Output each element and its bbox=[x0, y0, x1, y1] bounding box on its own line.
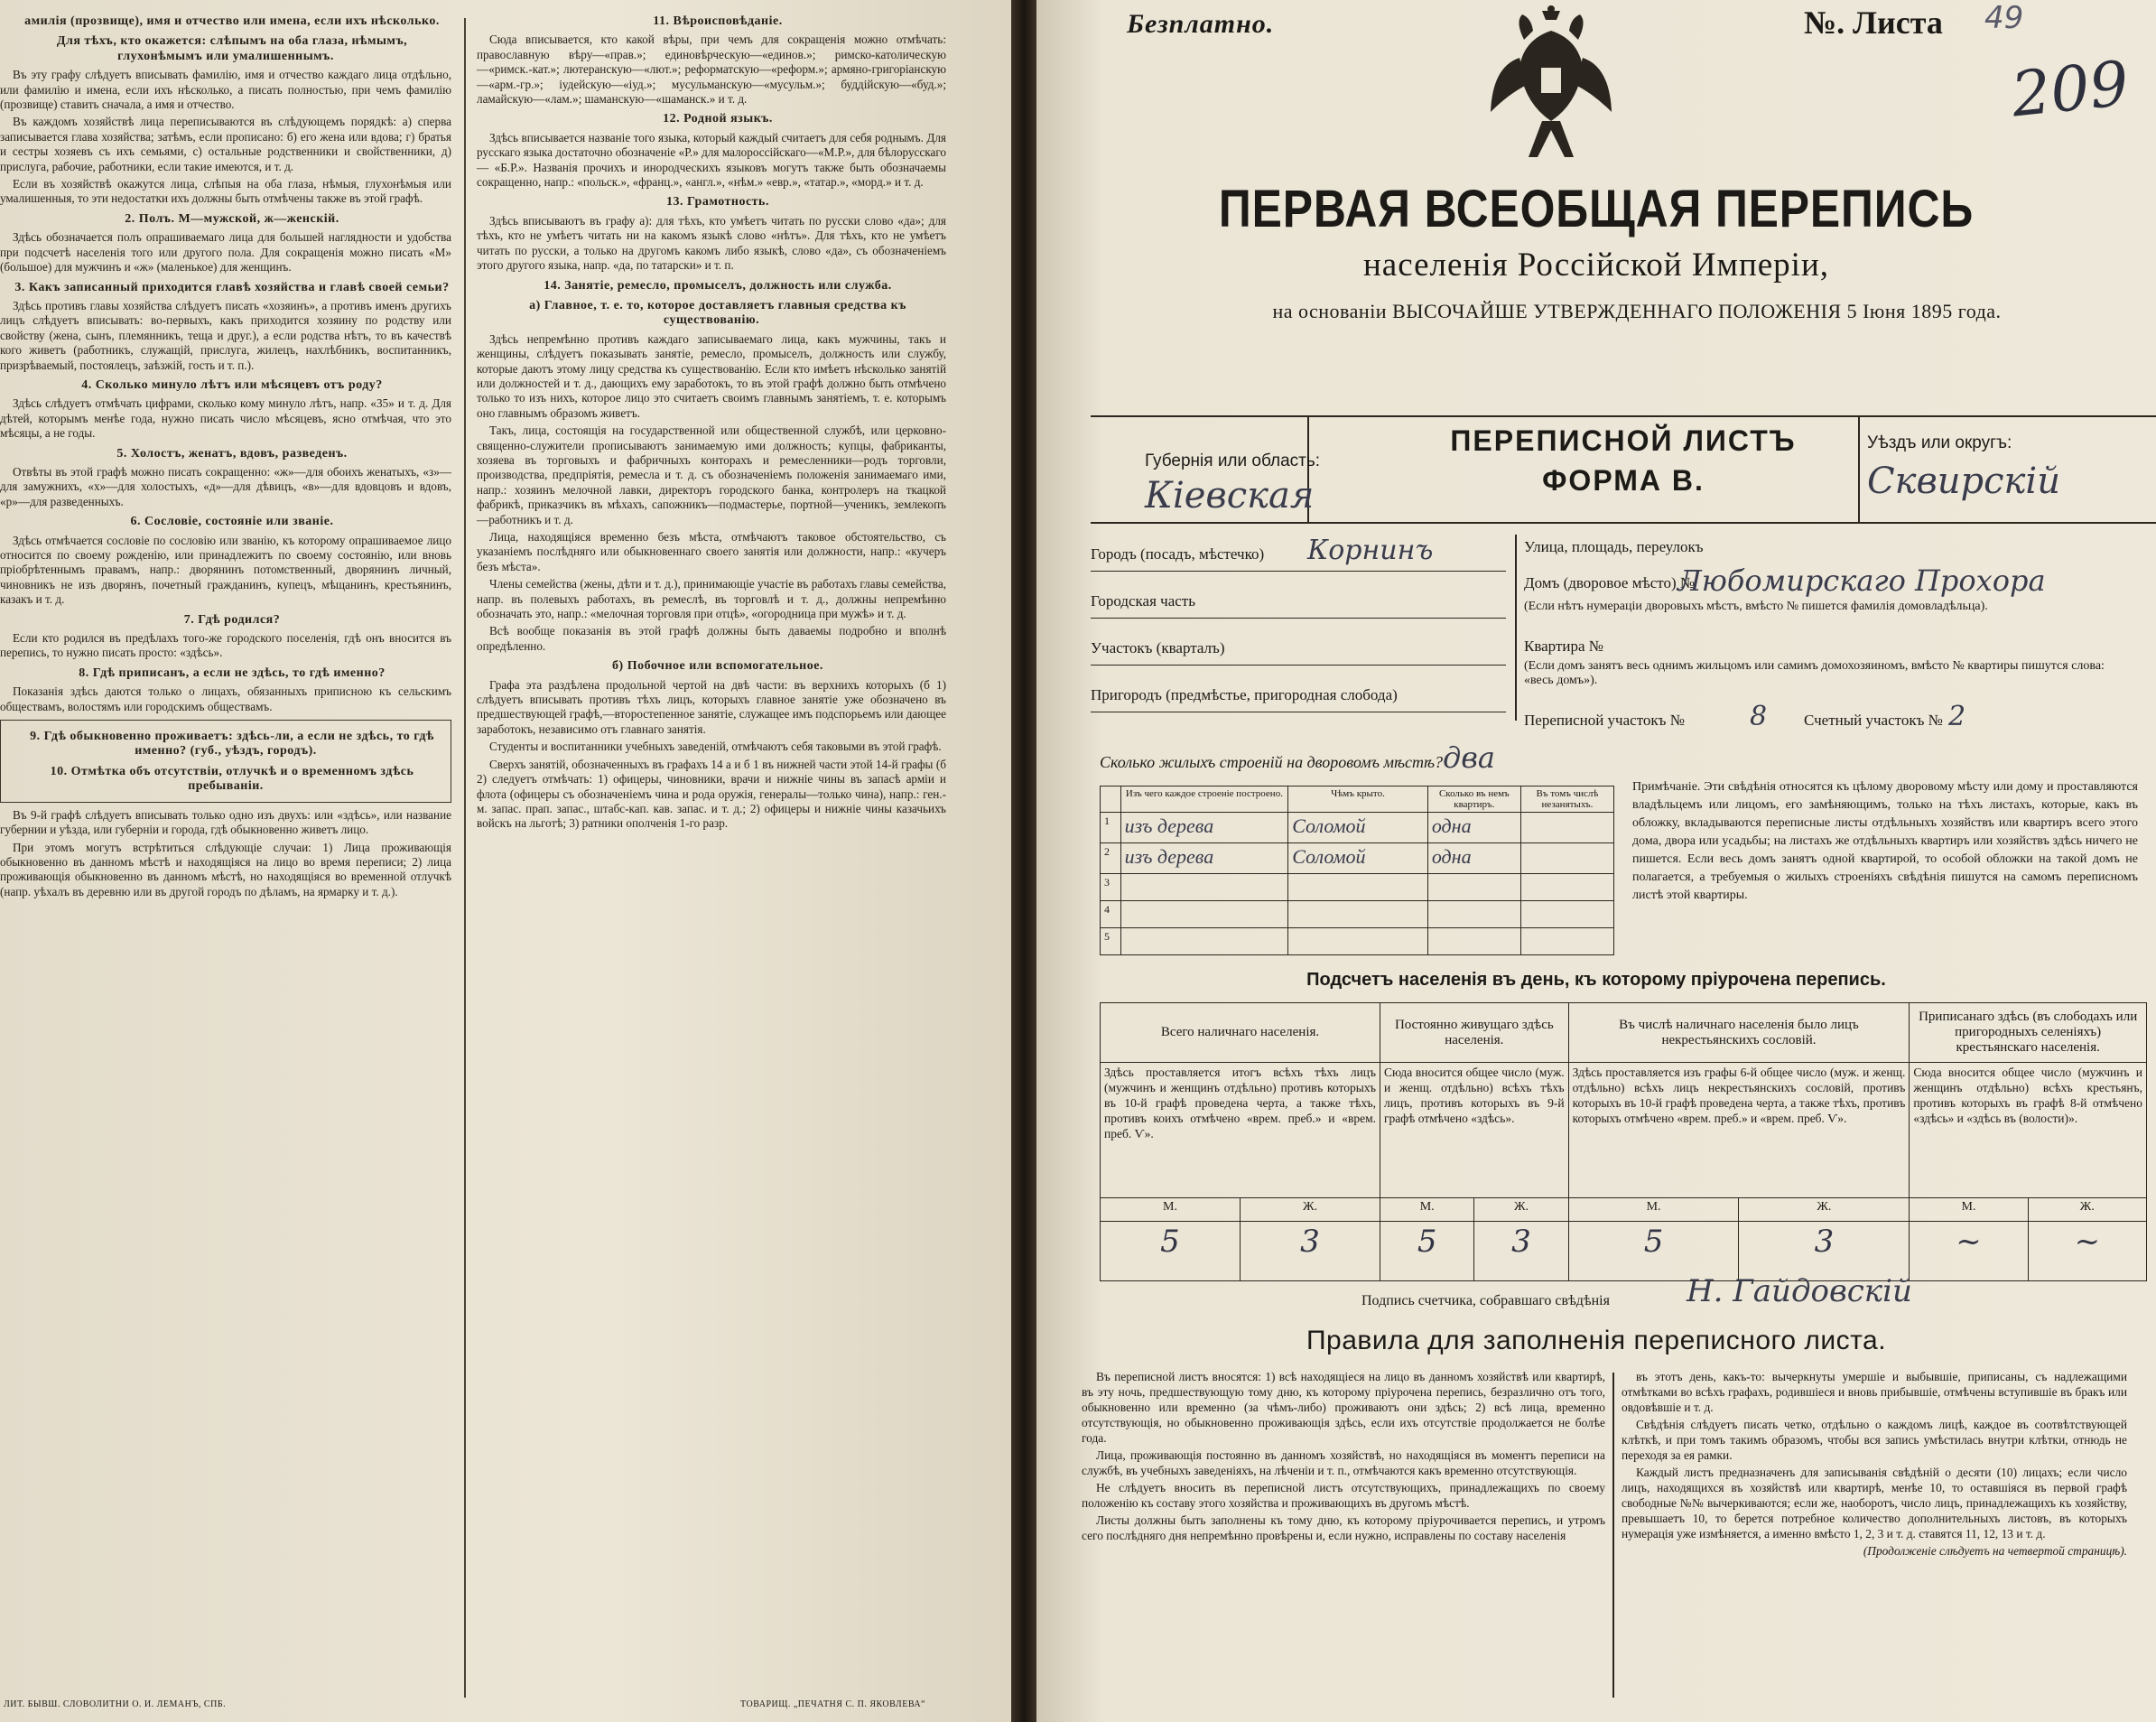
column-description: Сюда вносится общее число (муж. и женщ. отдѣльно) всѣхъ тѣхъ лицъ, противъ которыхъ въ 9-й графѣ отмѣчено «здѣсь». bbox=[1380, 1063, 1569, 1198]
female-label: Ж. bbox=[1739, 1198, 1910, 1222]
archive-page-number: 209 bbox=[2008, 48, 2133, 132]
column-divider bbox=[1612, 1373, 1614, 1698]
instruction-text: Всѣ вообще показанія въ этой графѣ должны быть даваемы подробно и вполнѣ опредѣленно. bbox=[477, 624, 946, 653]
table-row bbox=[1101, 874, 1614, 901]
apartment-note: (Если домъ занятъ весь однимъ жильцомъ или самимъ домохозяиномъ, вмѣсто № квартиры пишутся слова: «весь домъ»). bbox=[1524, 659, 2105, 687]
column-header: Всего наличнаго населенія. bbox=[1101, 1003, 1380, 1063]
column-description: Сюда вносится общее число (мужчинъ и женщинъ отдѣльно) всѣхъ крестьянъ, противъ которыхъ въ графѣ 8-й отмѣчено «здѣсь» и «здѣсь въ (волости)». bbox=[1910, 1063, 2147, 1198]
vacant-cell[interactable] bbox=[1520, 813, 1613, 843]
female-count[interactable]: 3 bbox=[1240, 1222, 1380, 1281]
male-count[interactable]: 5 bbox=[1568, 1222, 1739, 1281]
column-header: Въ числѣ наличнаго населенія было лицъ некрестьянскихъ сословій. bbox=[1568, 1003, 1910, 1063]
rules-title: Правила для заполненія переписного листа. bbox=[1306, 1326, 1887, 1355]
female-label: Ж. bbox=[2028, 1198, 2146, 1222]
gubernia-label: Губернія или область: bbox=[1145, 451, 1321, 470]
apartments-cell[interactable] bbox=[1427, 928, 1520, 955]
underline bbox=[1091, 571, 1506, 572]
buildings-table bbox=[1100, 786, 1614, 955]
enumerator-signature[interactable]: Н. Гайдовскій bbox=[1687, 1273, 1912, 1309]
instruction-text: Отвѣты въ этой графѣ можно писать сокращенно: «ж»—для обоихъ женатыхъ, «з»—для замужнихъ, «х»—для холостыхъ, «д»—для дѣвицъ, «в»—для вдовцовъ и вдовъ, «р»—для разведенныхъ. bbox=[0, 464, 451, 508]
census-title: ПЕРВАЯ ВСЕОБЩАЯ ПЕРЕПИСЬ bbox=[1218, 180, 1975, 238]
column-header: Чѣмъ крыто. bbox=[1288, 787, 1428, 813]
material-cell[interactable] bbox=[1120, 874, 1288, 901]
instruction-text: Здѣсь отмѣчается сословіе по сословію или званію, къ которому опрашиваемое лицо относится по своему рожденію, или принадлежитъ по своему состоянію, или вновь пріобрѣтеннымъ правамъ, напр.: дворянинъ потомственный, дворянинъ личный, чиновникъ не изъ дворянъ, почетный гражданинъ, купецъ, мѣщанинъ, крестьянинъ, казакъ и т. д. bbox=[0, 533, 451, 607]
instruction-heading: 3. Какъ записанный приходится главѣ хозяйства и главѣ своей семьи? bbox=[14, 280, 450, 294]
vacant-cell[interactable] bbox=[1520, 901, 1613, 928]
roof-cell[interactable] bbox=[1288, 901, 1428, 928]
roof-cell[interactable]: Соломой bbox=[1288, 813, 1428, 843]
apartment-label: Квартира № bbox=[1524, 638, 1604, 655]
city-part-label: Городская часть bbox=[1091, 592, 1195, 610]
male-label: М. bbox=[1101, 1198, 1241, 1222]
column-divider bbox=[464, 18, 466, 1698]
instruction-text: Въ каждомъ хозяйствѣ лица переписываются въ слѣдующемъ порядкѣ: а) сперва записывается глава хозяйства; затѣмъ, если прописано: б) его жена или вдова; г) братья и сестры хозяевъ съ ихъ семьями, с) остальные родственники и свойственники, д) прислуга, рабочие, работники, если такие имеются, и т. д. bbox=[0, 115, 451, 173]
male-label: М. bbox=[1910, 1198, 2028, 1222]
column-header: Въ томъ числѣ незанятыхъ. bbox=[1520, 787, 1613, 813]
column-description: Здѣсь проставляется итогъ всѣхъ тѣхъ лицъ (мужчинъ и женщинъ отдѣльно) противъ которыхъ въ 10-й графѣ проведена черта, а также тѣхъ, противъ коихъ отмѣчено «врем. преб.» и «врем. преб. Ѵ». bbox=[1101, 1063, 1380, 1198]
instruction-text: Показанія здѣсь даются только о лицахъ, обязанныхъ приписною къ сельскимъ обществамъ, волостямъ или городскимъ обществамъ. bbox=[0, 684, 451, 713]
boxed-column-note bbox=[0, 720, 451, 803]
table-row bbox=[1101, 1198, 2147, 1222]
population-count-title: Подсчетъ населенія въ день, къ которому пріурочена перепись. bbox=[1306, 970, 1886, 990]
buildings-question: Сколько жилыхъ строеній на дворовомъ мѣстѣ? bbox=[1100, 753, 1443, 771]
female-count[interactable]: ~ bbox=[2028, 1222, 2146, 1281]
sheet-number-value: 49 bbox=[1984, 0, 2024, 36]
form-title bbox=[1371, 421, 1876, 500]
instruction-text: Графа эта раздѣлена продольной чертой на двѣ части: въ верхнихъ которыхъ (б 1) слѣдуетъ вписывать противъ тѣхъ лицъ, которыхъ главное занятіе уже обозначено въ предшествующей графѣ,—второстепенное занятіе, служащее имъ подспорьемъ или дающее заработокъ, независимо отъ главнаго занятія. bbox=[477, 677, 946, 736]
table-header-row bbox=[1101, 787, 1614, 813]
row-number: 4 bbox=[1101, 901, 1121, 928]
book-spine bbox=[1011, 0, 1036, 1722]
town-value[interactable]: Корнинъ bbox=[1307, 535, 1434, 566]
row-number: 1 bbox=[1101, 813, 1121, 843]
instruction-heading: 5. Холостъ, женатъ, вдовъ, разведенъ. bbox=[116, 446, 348, 461]
instruction-text: Здѣсь вписывается названіе того языка, который каждый считаетъ для себя роднымъ. Для русскаго языка достаточно обозначеніе «Р.» для малороссійскаго—«М.Р.», для бѣлорусскаго — «Б.Р.». Названія прочихъ и инородческихъ языковъ могутъ также быть обозначаемы сокращенно, напр.: «польск.», «франц.», «англ.», «нѣм.» «евр.», «татар.», «морд.» и т. д. bbox=[477, 130, 946, 190]
instruction-heading: 6. Сословіе, состояніе или званіе. bbox=[130, 515, 334, 529]
uezd-label: Уѣздъ или округъ: bbox=[1867, 433, 2012, 452]
table-row bbox=[1101, 813, 1614, 843]
instruction-text: Здѣсь противъ главы хозяйства слѣдуетъ писать «хозяинъ», а противъ именъ другихъ лицъ слѣдуетъ вписывать: во-первыхъ, какъ приходится хозяину по родству или свойству (жена, сынъ, племянникъ, теща и друг.), а если родства нѣтъ, то въ качествѣ кого живетъ (работникъ, служащій, прислуга, жилецъ, нахлѣбникъ, воспитанникъ, призрѣваемый, постоялецъ, заѣзжій, гость и т. п.). bbox=[0, 298, 451, 372]
instruction-heading: 14. Занятіе, ремесло, промыселъ, должность или служба. bbox=[544, 278, 892, 293]
instruction-heading: 13. Грамотность. bbox=[666, 195, 769, 209]
rule-paragraph: Въ переписной листъ вносятся: 1) всѣ находящіеся на лицо въ данномъ хозяйствѣ или квартирѣ, въ эту ночь, предшествующую тому дню, къ которому пріурочена перепись, безразлично отъ того, обыкновенно или временно (за чѣмъ-либо) проживаютъ они здѣсь; 2) всѣ лица, временно отсутствующія, но обыкновенно проживающія здѣсь, если ихъ отсутствіе продолжается не болѣе года. bbox=[1082, 1370, 1605, 1445]
column-header: Изъ чего каждое строеніе построено. bbox=[1120, 787, 1288, 813]
table-row bbox=[1101, 901, 1614, 928]
material-cell[interactable]: изъ дерева bbox=[1120, 813, 1288, 843]
male-count[interactable]: 5 bbox=[1101, 1222, 1241, 1281]
free-label: Безплатно. bbox=[1127, 9, 1275, 39]
table-row bbox=[1101, 1222, 2147, 1281]
instruction-text: Члены семейства (жены, дѣти и т. д.), принимающіе участіе въ работахъ главы семейства, напр. въ полевыхъ работахъ, въ ремеслѣ, въ торговлѣ и т. д., должны непремѣнно обозначать это, напр.: «мелочная торговля при отцѣ», «огородница при мужѣ» и т. д. bbox=[477, 577, 946, 621]
instruction-heading: Для тѣхъ, кто окажется: слѣпымъ на оба глаза, нѣмымъ, глухонѣмымъ или умалишеннымъ. bbox=[56, 34, 408, 63]
form-title-line: ФОРМА В. bbox=[1542, 464, 1705, 497]
district-label: Участокъ (кварталъ) bbox=[1091, 639, 1225, 656]
column-header: Приписанаго здѣсь (въ слободахъ или пригородныхъ селеніяхъ) крестьянскаго населенія. bbox=[1910, 1003, 2147, 1063]
sheet-number-label: №. Листа bbox=[1804, 5, 1943, 41]
house-note: (Если нѣтъ нумераціи дворовыхъ мѣстъ, вмѣсто № пишется фамилія домовладѣльца). bbox=[1524, 600, 1988, 613]
census-form-page bbox=[1036, 0, 2156, 1722]
double-headed-eagle-icon bbox=[1488, 4, 1614, 175]
instruction-heading: 12. Родной языкъ. bbox=[663, 112, 773, 126]
rule-paragraph: Свѣдѣнія слѣдуетъ писать четко, отдѣльно о каждомъ лицѣ, каждое въ соотвѣтствующей клѣткѣ, и при томъ такимъ образомъ, чтобы вся запись умѣстилась внутри клѣтки, отнюдь не переходя за ея рамки. bbox=[1622, 1418, 2127, 1462]
continuation-note: (Продолженіе слѣдуетъ на четвертой страницѣ). bbox=[1863, 1544, 2127, 1558]
census-district-label: Переписной участокъ № bbox=[1524, 712, 1685, 729]
material-cell[interactable]: изъ дерева bbox=[1120, 843, 1288, 874]
instruction-text: Такъ, лица, состоящія на государственной или общественной службѣ, или церковно-священно-служители прописываютъ занимаемую ими должность; купцы, фабриканты, хозяева въ торговыхъ и фабричныхъ конторахъ и ремесленники—родъ торговли, производства, предпріятія, ремесла и т. д. съ обозначеніемъ положенія занимаемаго ими, напр.: хозяинъ мелочной лавки, директоръ городского банка, контролеръ на ткацкой фабрикѣ, приказчикъ въ мѣхахъ, сапожникъ—подмастерье, портной—ученикъ, землекопъ—работникъ и т. д. bbox=[477, 424, 946, 526]
count-district-value[interactable]: 2 bbox=[1948, 701, 1966, 732]
address-divider bbox=[1515, 535, 1517, 721]
vacant-cell[interactable] bbox=[1520, 928, 1613, 955]
instruction-heading: 2. Полъ. М—мужской, ж—женскій. bbox=[125, 211, 339, 226]
apartments-cell[interactable]: одна bbox=[1427, 843, 1520, 874]
female-label: Ж. bbox=[1474, 1198, 1568, 1222]
instruction-subheading: а) Главное, т. е. то, которое доставляетъ главныя средства къ существованію. bbox=[529, 298, 906, 328]
census-subtitle: населенія Россійской Имперіи, bbox=[1362, 247, 1830, 284]
table-row bbox=[1101, 843, 1614, 874]
row-number: 5 bbox=[1101, 928, 1121, 955]
buildings-note: Примѣчаніе. Эти свѣдѣнія относятся къ цѣлому дворовому мѣсту или дому и проставляются владѣльцемъ или лицомъ, его замѣняющимъ, только на тѣхъ листахъ, которые, какъ въ обложку, вкладываются переписные листы отдѣльныхъ хозяйствъ или квартиръ всего этого дома, двора или усадьбы; на листахъ же отдѣльныхъ квартиръ или хозяйствъ здѣсь ничего не пишется. Если весь домъ занятъ одной квартирой, то особой обложки на такой домъ не полагается, а требуемыя о жилыхъ строеніяхъ свѣдѣнія пишутся на самомъ переписномъ листѣ этой квартиры. bbox=[1632, 780, 2138, 902]
table-row bbox=[1101, 928, 1614, 955]
female-count[interactable]: 3 bbox=[1739, 1222, 1910, 1281]
underline bbox=[1091, 618, 1506, 619]
rule-paragraph: Каждый листъ предназначенъ для записыванія свѣдѣній о десяти (10) лицахъ; если число лицъ, находящихся въ хозяйствѣ или квартирѣ, менѣе 10, то оставшіяся въ первой графѣ свободные №№ вычеркиваются; если же, наоборотъ, число лицъ, принадлежащихъ къ хозяйству, превышаетъ 10, то берется потребное количество дополнительныхъ листовъ, въ которыхъ нумерація уже измѣняется, а именно вмѣсто 1, 2, 3 и т. д. ставятся 11, 12, 13 и т. д. bbox=[1622, 1466, 2127, 1540]
male-label: М. bbox=[1380, 1198, 1474, 1222]
rule-paragraph: Не слѣдуетъ вносить въ переписной листъ отсутствующихъ, принадлежащихъ по своему положенію къ составу этого хозяйства и проживающихъ въ другомъ мѣстѣ. bbox=[1082, 1481, 1605, 1510]
column-header: Постоянно живущаго здѣсь населенія. bbox=[1380, 1003, 1569, 1063]
female-count[interactable]: 3 bbox=[1474, 1222, 1568, 1281]
left-page bbox=[0, 0, 1011, 1722]
printer-imprint: ТОВАРИЩ. „ПЕЧАТНЯ С. П. ЯКОВЛЕВА“ bbox=[740, 1699, 926, 1709]
buildings-answer[interactable]: два bbox=[1443, 740, 1495, 775]
instruction-heading: амилія (прозвище), имя и отчество или имена, если ихъ нѣсколько. bbox=[24, 14, 440, 28]
uezd-value[interactable]: Сквирскій bbox=[1867, 461, 2060, 502]
rule-paragraph: Лица, проживающія постоянно въ данномъ хозяйствѣ, но находящіяся въ моментъ переписи на службѣ, въ учебныхъ заведеніяхъ, на лѣченіи и т. п., отмѣчаются какъ временно отсутствующія. bbox=[1082, 1448, 1605, 1477]
apartments-cell[interactable] bbox=[1427, 874, 1520, 901]
vacant-cell[interactable] bbox=[1520, 874, 1613, 901]
apartments-cell[interactable] bbox=[1427, 901, 1520, 928]
left-instructions-column-b bbox=[477, 9, 946, 834]
female-label: Ж. bbox=[1240, 1198, 1380, 1222]
instruction-heading: 11. Вѣроисповѣданіе. bbox=[653, 14, 783, 28]
material-cell[interactable] bbox=[1120, 901, 1288, 928]
rule-paragraph: въ этотъ день, какъ-то: вычеркнуты умершіе и выбывшіе, приписаны, съ надлежащими отмѣтками во всѣхъ графахъ, родившіеся и вновь прибывшіе, отмѣчены вступившіе въ бракъ или овдовѣвшіе и т. д. bbox=[1622, 1370, 2127, 1414]
instruction-text: Здѣсь непремѣнно противъ каждаго записываемаго лица, какъ мужчины, такъ и женщины, слѣдуетъ показывать занятіе, ремесло, промыселъ, должность или службу, которые даютъ этому лицу средства къ существованію. Если кто имѣетъ нѣсколько занятій или должностей и т. д., дающихъ ему заработокъ, то въ этой графѣ должно быть отмѣчено только то изъ нихъ, которое лицо это считаетъ своимъ главнымъ занятіемъ, т. е. которымъ оно главнымъ образомъ живетъ. bbox=[477, 331, 946, 420]
column-header: Сколько въ немъ квартиръ. bbox=[1427, 787, 1520, 813]
apartments-cell[interactable]: одна bbox=[1427, 813, 1520, 843]
left-instructions-column-a bbox=[0, 9, 451, 902]
instruction-heading: 8. Гдѣ приписанъ, а если не здѣсь, то гдѣ именно? bbox=[79, 666, 386, 680]
instruction-text: Сюда вписывается, кто какой вѣры, при чемъ для сокращенія можно отмѣчать: православную вѣру—«прав.»; единовѣрческую—«единов.»; римско-католическую—«римск.-кат.»; лютеранскую—«лют.»; реформатскую—«реформ.»; армяно-григоріанскую—«арм.-гр.»; іудейскую—«іуд.»; мусульманскую—«мусульм.»; буддійскую—«буд.»; ламайскую—«лам.»; шаманскую—«шаманск.» и т. д. bbox=[477, 33, 946, 107]
gubernia-value[interactable]: Кіевская bbox=[1145, 475, 1315, 517]
boxed-note-text: 10. Отмѣтка объ отсутствіи, отлучкѣ и о временномъ здѣсь пребываніи. bbox=[50, 764, 414, 794]
material-cell[interactable] bbox=[1120, 928, 1288, 955]
instruction-text: Если кто родился въ предѣлахъ того-же городского поселенія, гдѣ онъ вносится въ перепись, то нужно писать просто: «здѣсь». bbox=[0, 631, 451, 660]
column-description: Здѣсь проставляется изъ графы 6-й общее число (муж. и женщ. отдѣльно) всѣхъ лицъ некрестьянскихъ сословій, противъ которыхъ въ 10-й графѣ проведена черта, а также тѣхъ, противъ которыхъ отмѣчено «врем. преб.» и «врем. преб. Ѵ». bbox=[1568, 1063, 1910, 1198]
instruction-text: Въ 9-й графѣ слѣдуетъ вписывать только одно изъ двухъ: или «здѣсь», или название губернии и уѣзда, или губерніи и города, гдѣ обыкновенно живетъ лицо. bbox=[0, 807, 451, 837]
vacant-cell[interactable] bbox=[1520, 843, 1613, 874]
instruction-text: При этомъ могутъ встрѣтиться слѣдующіе случаи: 1) Лица проживающія обыкновенно въ данномъ мѣстѣ и находящіяся на лицо во время переписи; 2) лица проживающія обыкновенно въ данномъ мѣстѣ, но находящіяся во временной отлучкѣ (напр. уѣхалъ въ деревню или въ другой городъ по дѣламъ, на ярмарку и т. д.). bbox=[0, 840, 451, 898]
census-district-value[interactable]: 8 bbox=[1750, 701, 1768, 732]
form-title-line: ПЕРЕПИСНОЙ ЛИСТЪ bbox=[1450, 424, 1797, 457]
instruction-text: Лица, находящіяся временно безъ мѣста, отмѣчаютъ таковое обстоятельство, съ указаніемъ послѣдняго или обыкновеннаго своего занятія или должности, напр.: «кучеръ безъ мѣста». bbox=[477, 530, 946, 573]
instruction-text: Въ эту графу слѣдуетъ вписывать фамилію, имя и отчество каждаго лица отдѣльно, или фамилію и имена, если ихъ нѣсколько, а писать полностью, при чемъ фамилію (прозвище) ставить сначала, а имя и отчество. bbox=[0, 68, 451, 112]
male-label: М. bbox=[1568, 1198, 1739, 1222]
table-header-row bbox=[1101, 1003, 2147, 1063]
rules-column-a bbox=[1082, 1369, 1605, 1545]
legal-basis-line: на основаніи ВЫСОЧАЙШЕ УТВЕРЖДЕННАГО ПОЛОЖЕНІЯ 5 Іюня 1895 года. bbox=[1272, 300, 2002, 322]
instruction-text: Здѣсь вписываютъ въ графу а): для тѣхъ, кто умѣетъ читать по русски слово «да»; для тѣхъ, кто не умѣетъ читать ни на какомъ языкѣ слово «нѣтъ». Для тѣхъ, кто не умѣетъ читать по русски, а только на другомъ какомъ либо языкѣ, слово «да», съ обозначеніемъ этого другого языка, напр. «да, по татарски» и т. п. bbox=[477, 213, 946, 273]
instruction-heading: 7. Гдѣ родился? bbox=[183, 612, 281, 627]
instruction-heading: 4. Сколько минуло лѣтъ или мѣсяцевъ отъ роду? bbox=[81, 377, 383, 392]
instruction-text: Если въ хозяйствѣ окажутся лица, слѣпыя на оба глаза, нѣмыя, глухонѣмыя или умалишенныя, то эти недостатки ихъ должны быть отмѣчены также въ этой графѣ. bbox=[0, 177, 451, 206]
underline bbox=[1091, 665, 1506, 666]
house-value[interactable]: Любомирскаго Прохора bbox=[1677, 563, 2046, 598]
roof-cell[interactable]: Соломой bbox=[1288, 843, 1428, 874]
printer-imprint: ЛИТ. БЫВШ. СЛОВОЛИТНИ О. И. ЛЕМАНЪ, СПБ. bbox=[4, 1699, 227, 1709]
male-count[interactable]: 5 bbox=[1380, 1222, 1474, 1281]
table-row bbox=[1101, 1063, 2147, 1198]
signature-label: Подпись счетчика, собравшаго свѣдѣнія bbox=[1361, 1293, 1610, 1308]
row-number: 2 bbox=[1101, 843, 1121, 874]
house-label: Домъ (дворовое мѣсто) № bbox=[1524, 574, 1696, 591]
instruction-text: Сверхъ занятій, обозначенныхъ въ графахъ 14 а и б 1 въ нижней части этой 14-й графы (б 2) следуетъ отмѣчать: 1) офицеры, чиновники, врачи и нижніе чины въ запасѣ арміи и флота (офицеры съ обозначеніемъ чина и рода оружія, генералы—только чина), напр.: ген.-м. запас. прап. запас., штабс-кап. кав. запас. и т. д.; 2) офицеры и нижніе чины казачьихъ войскъ на льготѣ; 3) ратники ополченія 1-го разр. bbox=[477, 757, 946, 831]
rules-column-b bbox=[1622, 1369, 2127, 1560]
male-count[interactable]: ~ bbox=[1910, 1222, 2028, 1281]
rule-paragraph: Листы должны быть заполнены къ тому дню, къ которому пріурочивается перепись, и утромъ сего послѣдняго дня непремѣнно провѣрены и, если нужно, исправлены по составу населенія bbox=[1082, 1513, 1605, 1542]
street-label: Улица, площадь, переулокъ bbox=[1524, 538, 1704, 555]
population-count-table bbox=[1100, 1002, 2147, 1281]
instruction-heading: 9. Гдѣ обыкновенно проживаетъ: здѣсь-ли, а если не здѣсь, то гдѣ именно? (губ., уѣздъ, городъ). bbox=[30, 730, 434, 759]
count-district-label: Счетный участокъ № bbox=[1804, 712, 1943, 729]
roof-cell[interactable] bbox=[1288, 874, 1428, 901]
instruction-text: Здѣсь слѣдуетъ отмѣчать цифрами, сколько кому минуло лѣтъ, напр. «35» и т. д. Для дѣтей, которымъ менѣе года, нужно писать число мѣсяцевъ, ясно отмѣчая, что это мѣсяцы, а не годы. bbox=[0, 396, 451, 441]
instruction-text: Здѣсь обозначается полъ опрашиваемаго лица для большей наглядности и удобства при подсчетѣ населенія того или другого пола. Для сокращенія можно писать «М» (большое) для мужчинъ и «ж» (маленькое) для женщинъ. bbox=[0, 230, 451, 275]
town-label: Городъ (посадъ, мѣстечко) bbox=[1091, 545, 1265, 563]
instruction-subheading: б) Побочное или вспомогательное. bbox=[612, 659, 823, 674]
suburb-label: Пригородъ (предмѣстье, пригородная слобода) bbox=[1091, 686, 1398, 703]
instruction-text: Студенты и воспитанники учебныхъ заведеній, отмѣчаютъ себя таковыми въ этой графѣ. bbox=[489, 740, 942, 754]
row-number: 3 bbox=[1101, 874, 1121, 901]
roof-cell[interactable] bbox=[1288, 928, 1428, 955]
